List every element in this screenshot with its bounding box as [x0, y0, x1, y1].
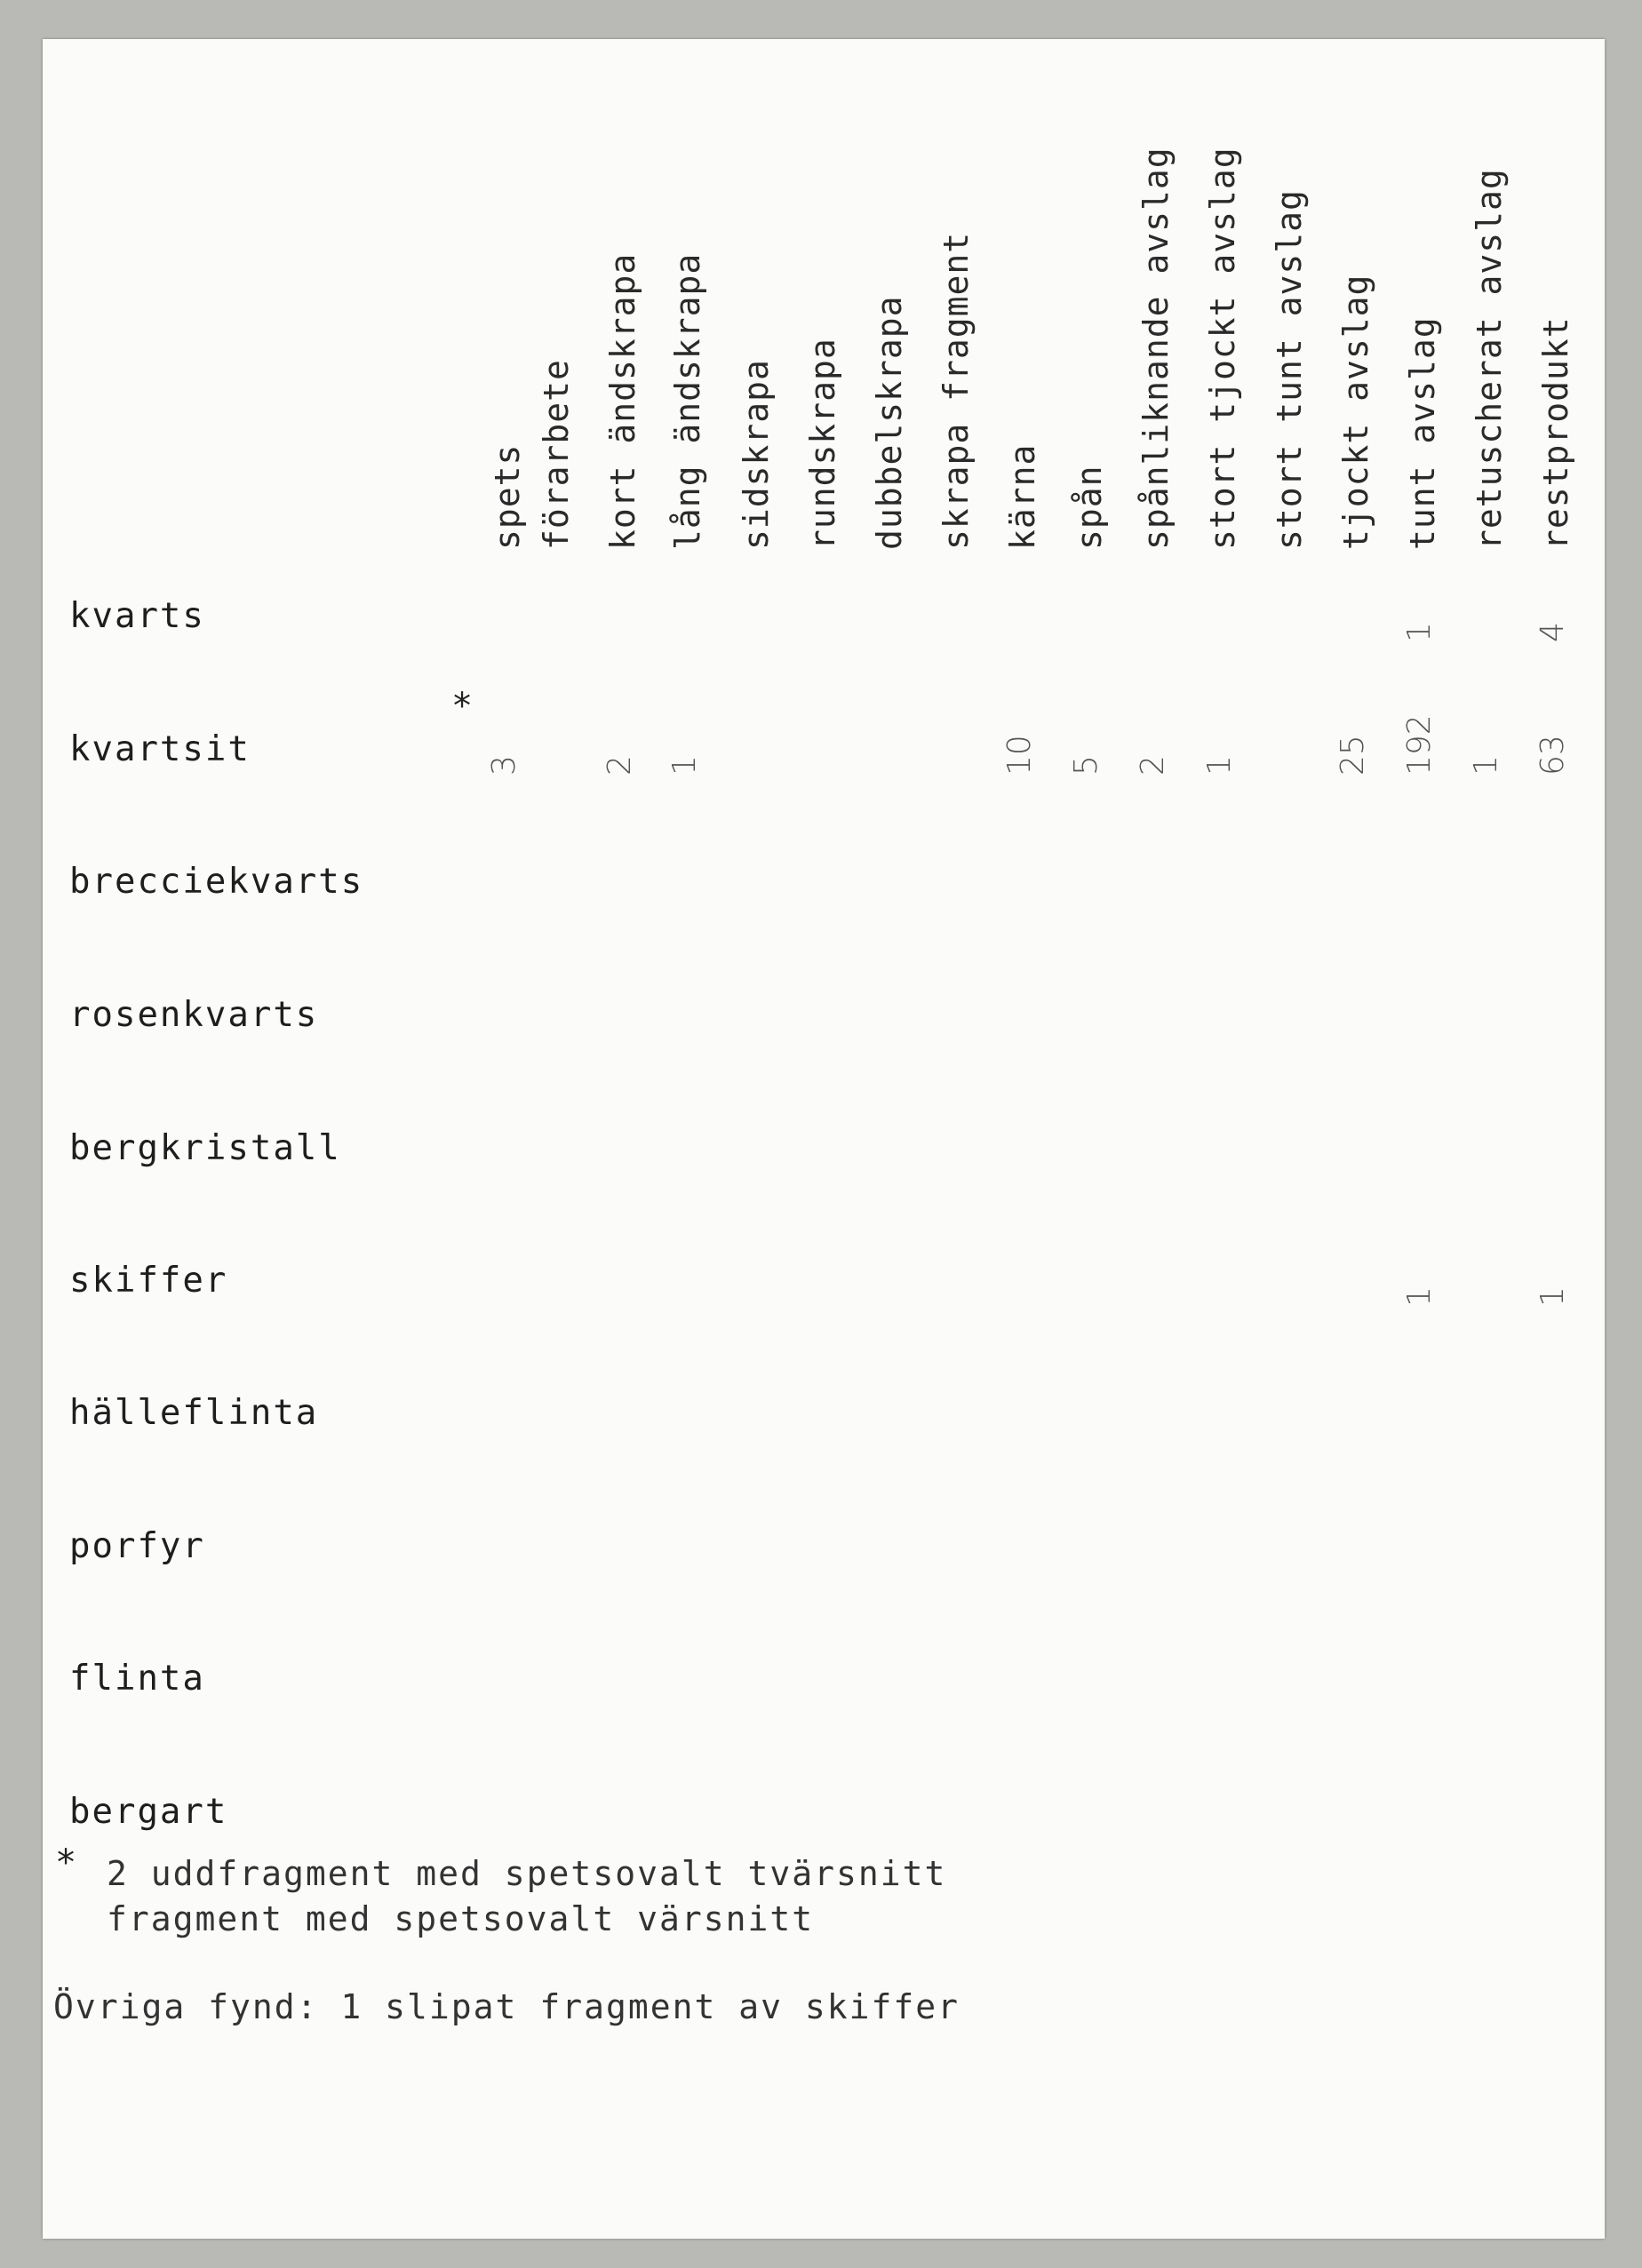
- column-header: spånliknande avslag: [1136, 147, 1176, 550]
- row-label: hälleflinta: [69, 1393, 319, 1433]
- table-cell: 4: [1534, 622, 1571, 642]
- table-cell: 1: [666, 755, 703, 776]
- table-cell: 1: [1201, 755, 1238, 776]
- document-sheet: [43, 39, 1605, 2239]
- column-header: skrapa fragment: [937, 231, 976, 550]
- column-header: spets: [488, 443, 527, 550]
- column-header: stort tjockt avslag: [1203, 147, 1242, 550]
- spets-asterisk: *: [451, 686, 474, 727]
- column-header: dubbelskrapa: [870, 295, 909, 550]
- table-cell: 1: [1534, 1286, 1571, 1307]
- column-header: kort ändskrapa: [603, 252, 642, 550]
- table-cell: 3: [486, 755, 522, 776]
- row-label: brecciekvarts: [69, 862, 364, 902]
- column-header: restprodukt: [1536, 316, 1575, 550]
- other-finds: Övriga fynd: 1 slipat fragment av skiffer: [53, 1987, 960, 2026]
- row-label: bergkristall: [69, 1128, 341, 1168]
- column-header: sidskrapa: [737, 359, 776, 550]
- column-header: tjockt avslag: [1336, 274, 1375, 550]
- row-label: rosenkvarts: [69, 995, 319, 1035]
- row-label: kvartsit: [69, 729, 251, 769]
- table-cell: 1: [1401, 622, 1438, 642]
- column-header: förarbete: [537, 359, 576, 550]
- column-header: stort tunt avslag: [1270, 189, 1309, 550]
- row-label: skiffer: [69, 1261, 228, 1301]
- table-cell: 1: [1401, 1286, 1438, 1307]
- footnote-marker: *: [55, 1842, 77, 1883]
- column-header: spån: [1070, 465, 1109, 550]
- table-cell: 63: [1534, 735, 1571, 776]
- table-cell: 2: [602, 755, 638, 776]
- row-label: kvarts: [69, 596, 205, 636]
- table-cell: 5: [1068, 755, 1104, 776]
- footnote-line-2: fragment med spetsovalt värsnitt: [107, 1899, 815, 1938]
- table-cell: 1: [1468, 755, 1504, 776]
- table-cell: 192: [1401, 714, 1438, 776]
- row-label: porfyr: [69, 1526, 205, 1566]
- table-cell: 25: [1335, 735, 1371, 776]
- row-label: flinta: [69, 1659, 205, 1699]
- column-header: rundskrapa: [803, 338, 842, 550]
- column-header: kärna: [1003, 443, 1042, 550]
- row-label: bergart: [69, 1792, 228, 1832]
- column-header: tunt avslag: [1403, 316, 1442, 550]
- column-header: lång ändskrapa: [668, 252, 707, 550]
- table-cell: 10: [1001, 735, 1038, 776]
- column-header: retuscherat avslag: [1470, 168, 1509, 550]
- footnote-line-1: 2 uddfragment med spetsovalt tvärsnitt: [107, 1854, 947, 1893]
- table-cell: 2: [1135, 755, 1171, 776]
